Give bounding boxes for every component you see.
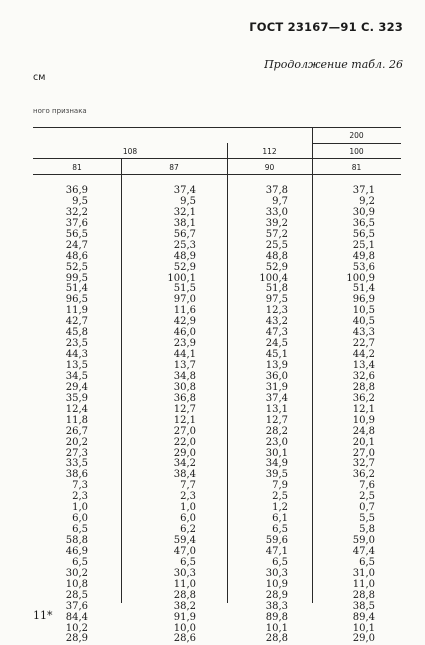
table-cell: 58,8 <box>65 535 88 546</box>
table-cell: 12,4 <box>65 403 88 415</box>
table-cell: 39,5 <box>265 469 288 481</box>
table-cell: 24,5 <box>265 338 288 350</box>
table-cell: 89,8 <box>265 611 288 623</box>
table-cell: 96,9 <box>352 294 375 306</box>
table-cell: 10,1 <box>265 622 288 634</box>
table-cell: 10,8 <box>65 578 88 590</box>
table-cell: 44,3 <box>65 349 88 361</box>
table-cell: 6,0 <box>180 513 196 525</box>
table-cell: 35,9 <box>65 392 88 404</box>
table-cell: 29,4 <box>65 381 88 393</box>
table-cell: 24,8 <box>352 425 375 437</box>
table-cell: 43,3 <box>352 327 375 339</box>
table-cell: 2,5 <box>272 491 288 503</box>
table-cell: 96,5 <box>65 294 88 306</box>
table-cell: 37,8 <box>265 185 288 196</box>
subheader-cell: 87 <box>169 163 179 172</box>
table-cell: 31,0 <box>352 567 375 579</box>
table-cell: 6,5 <box>359 556 375 568</box>
table-cell: 10,0 <box>173 622 196 634</box>
table-cell: 36,9 <box>65 185 88 196</box>
table-vline <box>121 158 122 603</box>
table-cell: 30,3 <box>173 567 196 579</box>
table-cell: 9,5 <box>72 195 88 207</box>
table-cell: 89,4 <box>352 611 375 623</box>
table-cell: 37,6 <box>65 217 88 229</box>
table-cell: 12,3 <box>265 305 288 317</box>
table-cell: 43,2 <box>265 316 288 328</box>
table-cell: 7,3 <box>72 480 88 492</box>
table-cell: 51,4 <box>65 283 88 295</box>
table-cell: 9,5 <box>180 195 196 207</box>
table-cell: 28,9 <box>65 633 88 645</box>
table-cell: 13,5 <box>65 360 88 371</box>
table-cell: 7,7 <box>180 480 196 492</box>
table-cell: 5,8 <box>359 524 375 536</box>
table-cell: 59,6 <box>265 535 288 546</box>
header-cell-200: 200 <box>349 131 364 140</box>
table-cell: 34,5 <box>65 370 88 382</box>
table-cell: 28,5 <box>65 589 88 601</box>
table-cell: 28,8 <box>265 633 288 645</box>
table-cell: 30,8 <box>173 381 196 393</box>
data-column-4 <box>325 186 375 645</box>
table-cell: 42,9 <box>173 316 196 328</box>
table-cell: 38,2 <box>173 600 196 612</box>
table-cell: 46,9 <box>65 545 88 557</box>
header-cell-100: 100 <box>349 147 364 156</box>
page-marker: 11* <box>33 609 53 622</box>
table-cell: 51,8 <box>265 283 288 295</box>
table-cell: 44,2 <box>352 349 375 361</box>
table-cell: 37,4 <box>265 392 288 404</box>
table-cell: 22,0 <box>173 436 196 448</box>
table-cell: 99,5 <box>65 272 88 284</box>
table-cell: 2,5 <box>359 491 375 503</box>
table-cell: 52,9 <box>173 261 196 273</box>
table-cell: 27,3 <box>65 447 88 459</box>
table-cell: 48,6 <box>65 250 88 262</box>
table-cell: 23,0 <box>265 436 288 448</box>
table-cell: 12,7 <box>173 403 196 415</box>
table-cell: 49,8 <box>352 250 375 262</box>
table-cell: 12,7 <box>265 414 288 426</box>
table-cell: 51,4 <box>352 283 375 295</box>
table-cell: 11,0 <box>173 578 196 590</box>
table-cell: 10,9 <box>265 578 288 590</box>
table-cell: 0,7 <box>359 502 375 514</box>
table-cell: 6,5 <box>272 556 288 568</box>
table-cell: 13,4 <box>352 360 375 371</box>
table-cell: 36,2 <box>352 469 375 481</box>
table-cell: 13,9 <box>265 360 288 371</box>
table-cell: 36,8 <box>173 392 196 404</box>
table-cell: 6,0 <box>72 513 88 525</box>
table-cell: 32,7 <box>352 458 375 470</box>
table-cell: 20,1 <box>352 436 375 448</box>
table-cell: 10,5 <box>352 305 375 317</box>
table-cell: 91,9 <box>173 611 196 623</box>
table-cell: 25,5 <box>265 239 288 251</box>
table-cell: 34,9 <box>265 458 288 470</box>
table-cell: 32,1 <box>173 206 196 218</box>
table-rule-subheader <box>33 158 401 159</box>
table-cell: 30,2 <box>65 567 88 579</box>
table-cell: 47,3 <box>265 327 288 339</box>
table-cell: 1,2 <box>272 502 288 514</box>
table-rule-body <box>33 174 401 175</box>
table-cell: 100,9 <box>346 272 375 284</box>
table-cell: 11,0 <box>352 578 375 590</box>
table-cell: 38,6 <box>65 469 88 481</box>
table-cell: 44,1 <box>173 349 196 361</box>
table-cell: 37,4 <box>173 185 196 196</box>
table-cell: 11,8 <box>65 414 88 426</box>
unit-label: см <box>33 72 46 83</box>
table-cell: 22,7 <box>352 338 375 350</box>
table-cell: 11,9 <box>65 305 88 317</box>
table-cell: 84,4 <box>65 611 88 623</box>
table-cell: 47,4 <box>352 545 375 557</box>
table-vline <box>227 143 228 603</box>
table-cell: 57,2 <box>265 228 288 240</box>
header-cell-112: 112 <box>262 147 277 156</box>
table-cell: 30,1 <box>265 447 288 459</box>
subheader-cell: 81 <box>351 163 362 172</box>
table-cell: 100,1 <box>167 272 196 284</box>
table-cell: 2,3 <box>180 491 196 503</box>
table-cell: 6,5 <box>180 556 196 568</box>
table-cell: 46,0 <box>173 327 196 339</box>
table-cell: 26,7 <box>65 425 88 437</box>
table-cell: 25,3 <box>173 239 196 251</box>
table-cell: 47,1 <box>265 545 288 557</box>
table-cell: 97,0 <box>173 294 196 306</box>
table-cell: 38,3 <box>265 600 288 612</box>
table-cell: 37,6 <box>65 600 88 612</box>
table-cell: 6,2 <box>180 524 196 536</box>
table-cell: 28,2 <box>265 425 288 437</box>
table-cell: 30,3 <box>265 567 288 579</box>
table-cell: 48,8 <box>265 250 288 262</box>
table-cell: 56,7 <box>173 228 196 240</box>
table-cell: 12,1 <box>173 414 196 426</box>
table-cell: 6,5 <box>72 524 88 536</box>
table-rule-group <box>312 143 401 144</box>
table-cell: 48,9 <box>173 250 196 262</box>
table-cell: 13,7 <box>173 360 196 371</box>
table-cell: 10,1 <box>352 622 375 634</box>
table-cell: 28,9 <box>265 589 288 601</box>
table-cell: 39,2 <box>265 217 288 229</box>
data-column-1 <box>40 186 88 645</box>
table-cell: 5,5 <box>359 513 375 525</box>
sign-label-fragment: ного признака <box>33 107 87 115</box>
table-cell: 97,5 <box>265 294 288 306</box>
table-cell: 32,6 <box>352 370 375 382</box>
table-cell: 10,2 <box>65 622 88 634</box>
table-cell: 7,6 <box>359 480 375 492</box>
table-cell: 12,1 <box>352 403 375 415</box>
table-cell: 42,7 <box>65 316 88 328</box>
table-cell: 28,8 <box>352 589 375 601</box>
table-cell: 33,5 <box>65 458 88 470</box>
table-cell: 31,9 <box>265 381 288 393</box>
table-cell: 28,6 <box>173 633 196 645</box>
table-cell: 6,5 <box>72 556 88 568</box>
table-cell: 23,9 <box>173 338 196 350</box>
table-cell: 7,9 <box>272 480 288 492</box>
table-vline <box>312 127 313 603</box>
table-cell: 45,8 <box>65 327 88 339</box>
table-cell: 51,5 <box>173 283 196 295</box>
header-standard: ГОСТ 23167—91 С. 323 <box>249 20 403 34</box>
table-cell: 1,0 <box>72 502 88 514</box>
subheader-cell: 90 <box>264 163 275 172</box>
table-cell: 56,5 <box>352 228 375 240</box>
table-cell: 52,5 <box>65 261 88 273</box>
table-cell: 34,2 <box>173 458 196 470</box>
table-cell: 13,1 <box>265 403 288 415</box>
table-cell: 40,5 <box>352 316 375 328</box>
table-cell: 38,1 <box>173 217 196 229</box>
table-cell: 30,9 <box>352 206 375 218</box>
table-cell: 1,0 <box>180 502 196 514</box>
table-cell: 100,4 <box>259 272 288 284</box>
table-cell: 37,1 <box>352 185 375 196</box>
table-cell: 38,5 <box>352 600 375 612</box>
table-cell: 34,8 <box>173 370 196 382</box>
subheader-cell: 81 <box>72 163 82 172</box>
table-cell: 27,0 <box>352 447 375 459</box>
table-cell: 38,4 <box>173 469 196 481</box>
table-cell: 25,1 <box>352 239 375 251</box>
table-cell: 2,3 <box>72 491 88 503</box>
table-cell: 36,2 <box>352 392 375 404</box>
table-cell: 27,0 <box>173 425 196 437</box>
table-cell: 47,0 <box>173 545 196 557</box>
data-column-2 <box>140 186 196 645</box>
table-cell: 36,5 <box>352 217 375 229</box>
table-cell: 29,0 <box>173 447 196 459</box>
table-cell: 33,0 <box>265 206 288 218</box>
table-cell: 24,7 <box>65 239 88 251</box>
table-cell: 45,1 <box>265 349 288 361</box>
table-cell: 29,0 <box>352 633 375 645</box>
table-cell: 23,5 <box>65 338 88 350</box>
table-cell: 59,0 <box>352 535 375 546</box>
header-cell-108: 108 <box>122 147 138 156</box>
table-continuation-caption: Продолжение табл. 26 <box>264 58 403 71</box>
table-cell: 6,1 <box>272 513 288 525</box>
table-cell: 32,2 <box>65 206 88 218</box>
table-cell: 53,6 <box>352 261 375 273</box>
table-cell: 9,2 <box>359 195 375 207</box>
table-cell: 36,0 <box>265 370 288 382</box>
table-cell: 28,8 <box>352 381 375 393</box>
table-cell: 20,2 <box>65 436 88 448</box>
table-cell: 28,8 <box>173 589 196 601</box>
table-cell: 11,6 <box>173 305 196 317</box>
data-column-3 <box>240 186 288 645</box>
table-cell: 9,7 <box>272 195 288 207</box>
table-rule-top <box>33 127 401 128</box>
table-cell: 10,9 <box>352 414 375 426</box>
table-cell: 52,9 <box>265 261 288 273</box>
table-cell: 6,5 <box>272 524 288 536</box>
table-cell: 56,5 <box>65 228 88 240</box>
table-cell: 59,4 <box>173 535 196 546</box>
